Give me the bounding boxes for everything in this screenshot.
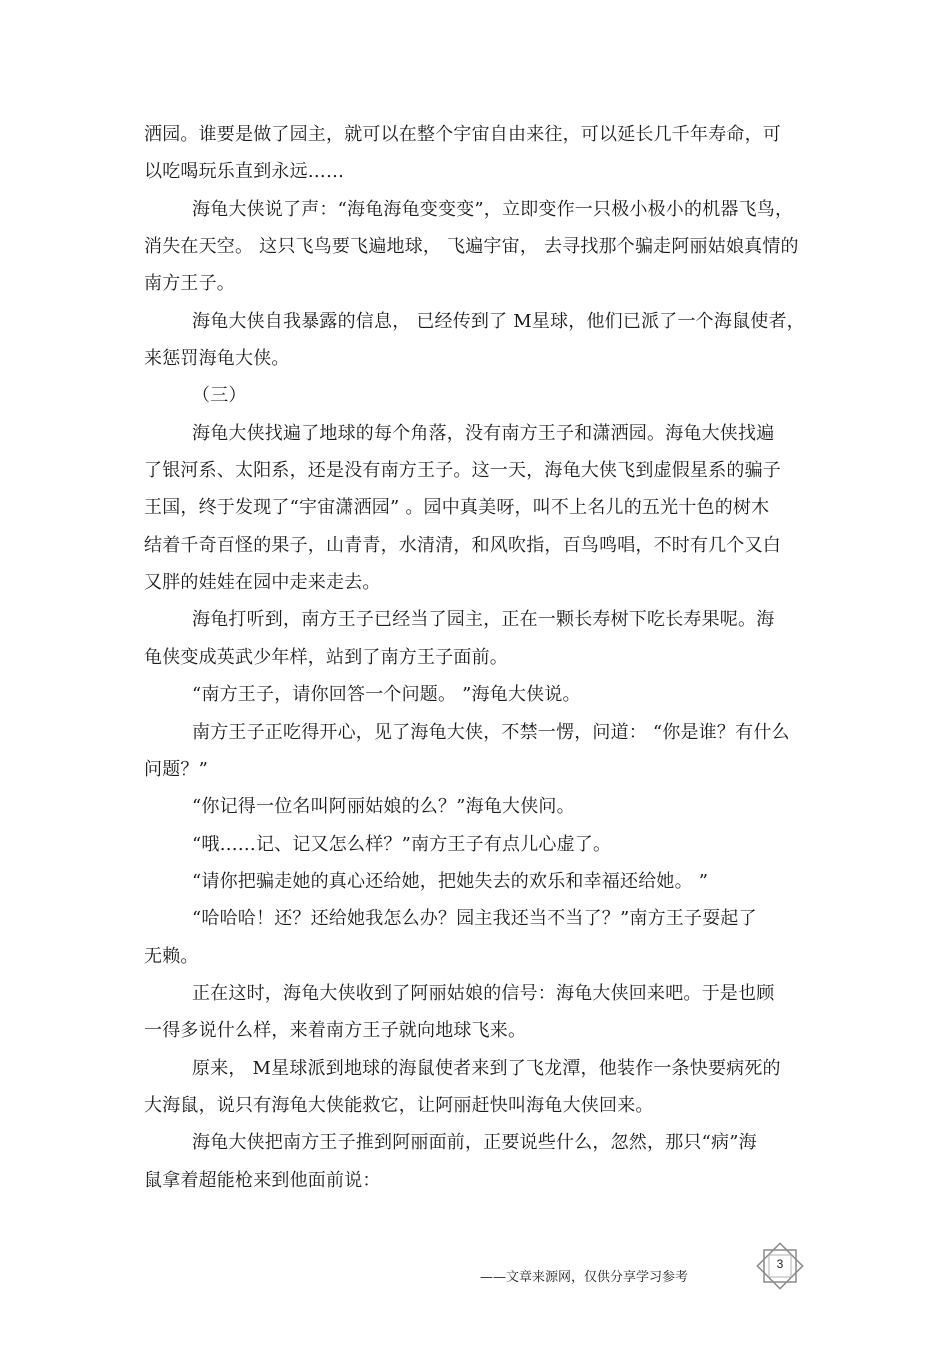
paragraph-line: 海龟大侠自我暴露的信息， 已经传到了 M星球，他们已派了一个海鼠使者， bbox=[192, 311, 805, 332]
paragraph-line: 来惩罚海龟大侠。 bbox=[144, 348, 290, 369]
page-number-badge bbox=[756, 1242, 804, 1290]
paragraph-line: 海龟大侠把南方王子推到阿丽面前，正要说些什么，忽然，那只“病”海 bbox=[192, 1132, 757, 1153]
paragraph-line: “你记得一位名叫阿丽姑娘的么？”海龟大侠问。 bbox=[192, 796, 575, 817]
paragraph-line: 海龟大侠说了声：“海龟海龟变变变”，立即变作一只极小极小的机器飞鸟， bbox=[192, 199, 794, 220]
paragraph-line: 原来， M星球派到地球的海鼠使者来到了飞龙潭，他装作一条快要病死的 bbox=[192, 1058, 781, 1079]
paragraph-line: 南方王子。 bbox=[144, 273, 235, 294]
paragraph-line: 洒园。谁要是做了园主，就可以在整个宇宙自由来往，可以延长几千年寿命，可 bbox=[144, 124, 781, 145]
paragraph-line: “南方王子，请你回答一个问题。 ”海龟大侠说。 bbox=[192, 684, 581, 705]
paragraph-line: 龟侠变成英武少年样，站到了南方王子面前。 bbox=[144, 647, 508, 668]
paragraph-line: 王国，终于发现了“宇宙潇洒园” 。园中真美呀，叫不上名儿的五光十色的树木 bbox=[144, 497, 770, 518]
paragraph-line: 正在这时，海龟大侠收到了阿丽姑娘的信号：海龟大侠回来吧。于是也顾 bbox=[192, 983, 775, 1004]
section-heading: （三） bbox=[192, 385, 247, 406]
paragraph-line: “哦……记、记又怎么样？”南方王子有点儿心虚了。 bbox=[192, 834, 612, 855]
paragraph-line: 海龟大侠找遍了地球的每个角落，没有南方王子和潇洒园。海龟大侠找遍 bbox=[192, 423, 775, 444]
paragraph-line: 大海鼠，说只有海龟大侠能救它，让阿丽赶快叫海龟大侠回来。 bbox=[144, 1095, 654, 1116]
paragraph-line: “哈哈哈！还？还给她我怎么办？园主我还当不当了？”南方王子耍起了 bbox=[192, 908, 757, 929]
paragraph-line: 问题？” bbox=[144, 759, 209, 780]
paragraph-line: 消失在天空。 这只飞鸟要飞遍地球， 飞遍宇宙， 去寻找那个骗走阿丽姑娘真情的 bbox=[144, 236, 799, 257]
paragraph-line: 又胖的娃娃在园中走来走去。 bbox=[144, 572, 381, 593]
page-number: 3 bbox=[776, 1257, 784, 1271]
paragraph-line: 海龟打听到，南方王子已经当了园主，正在一颗长寿树下吃长寿果呢。海 bbox=[192, 609, 775, 630]
paragraph-line: 鼠拿着超能枪来到他面前说： bbox=[144, 1170, 381, 1191]
paragraph-line: 以吃喝玩乐直到永远…… bbox=[144, 161, 345, 182]
paragraph-line: 南方王子正吃得开心，见了海龟大侠，不禁一愣，问道： “你是谁？有什么 bbox=[192, 722, 790, 743]
footer-source-note: ——文章来源网，仅供分享学习参考 bbox=[480, 1270, 689, 1285]
paragraph-line: “请你把骗走她的真心还给她，把她失去的欢乐和幸福还给她。 ” bbox=[192, 871, 709, 892]
paragraph-line: 一得多说什么样，来着南方王子就向地球飞来。 bbox=[144, 1020, 527, 1041]
paragraph-line: 了银河系、太阳系，还是没有南方王子。这一天，海龟大侠飞到虚假星系的骗子 bbox=[144, 460, 781, 481]
paragraph-line: 无赖。 bbox=[144, 946, 199, 967]
paragraph-line: 结着千奇百怪的果子，山青青，水清清，和风吹指，百鸟鸣唱，不时有几个又白 bbox=[144, 535, 781, 556]
